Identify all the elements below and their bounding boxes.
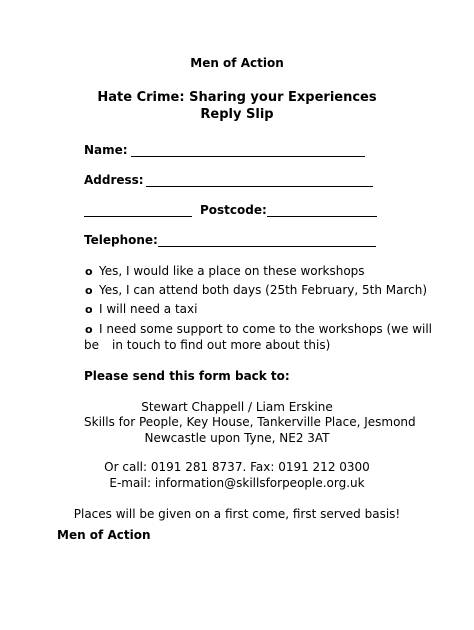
address-line2-field[interactable] (84, 204, 192, 217)
option-both-days: Yes, I can attend both days (25th February, 5th March) (99, 283, 428, 297)
address-label: Address: (84, 173, 144, 187)
option-support-line2: in touch to find out more about this) (112, 338, 331, 352)
name-field[interactable] (131, 144, 365, 157)
form-subtitle: Reply Slip (200, 107, 274, 122)
contact-phone-fax: Or call: 0191 281 8737. Fax: 0191 212 0300 (104, 460, 370, 474)
option-support-line1: I need some support to come to the workshops (we will (99, 322, 433, 336)
address-field[interactable] (146, 174, 373, 187)
checkbox-taxi[interactable]: o (85, 303, 93, 316)
contact-address2: Newcastle upon Tyne, NE2 3AT (144, 431, 330, 445)
option-taxi: I will need a taxi (99, 302, 198, 316)
places-note: Places will be given on a first come, first served basis! (73, 507, 401, 521)
contact-email: E-mail: information@skillsforpeople.org.uk (109, 476, 365, 490)
org-header: Men of Action (190, 56, 284, 70)
postcode-label: Postcode: (200, 203, 267, 217)
telephone-label: Telephone: (84, 233, 158, 247)
send-heading: Please send this form back to: (84, 369, 290, 383)
org-footer: Men of Action (57, 528, 151, 542)
contact-address1 (84, 415, 416, 429)
checkbox-both-days[interactable]: o (85, 284, 93, 297)
name-label: Name: (84, 143, 128, 157)
form-title: Hate Crime: Sharing your Experiences (97, 90, 377, 105)
checkbox-support[interactable]: o (85, 323, 93, 336)
option-support-line2-start: be (84, 338, 99, 352)
telephone-field[interactable] (158, 234, 376, 247)
option-workshops: Yes, I would like a place on these workshops (99, 264, 365, 278)
postcode-field[interactable] (267, 204, 377, 217)
contact-address1-text: Skills for People, Key House, Tankerville Place, Jesmond (84, 415, 416, 429)
contact-names: Stewart Chappell / Liam Erskine (141, 400, 333, 414)
checkbox-workshops[interactable]: o (85, 265, 93, 278)
